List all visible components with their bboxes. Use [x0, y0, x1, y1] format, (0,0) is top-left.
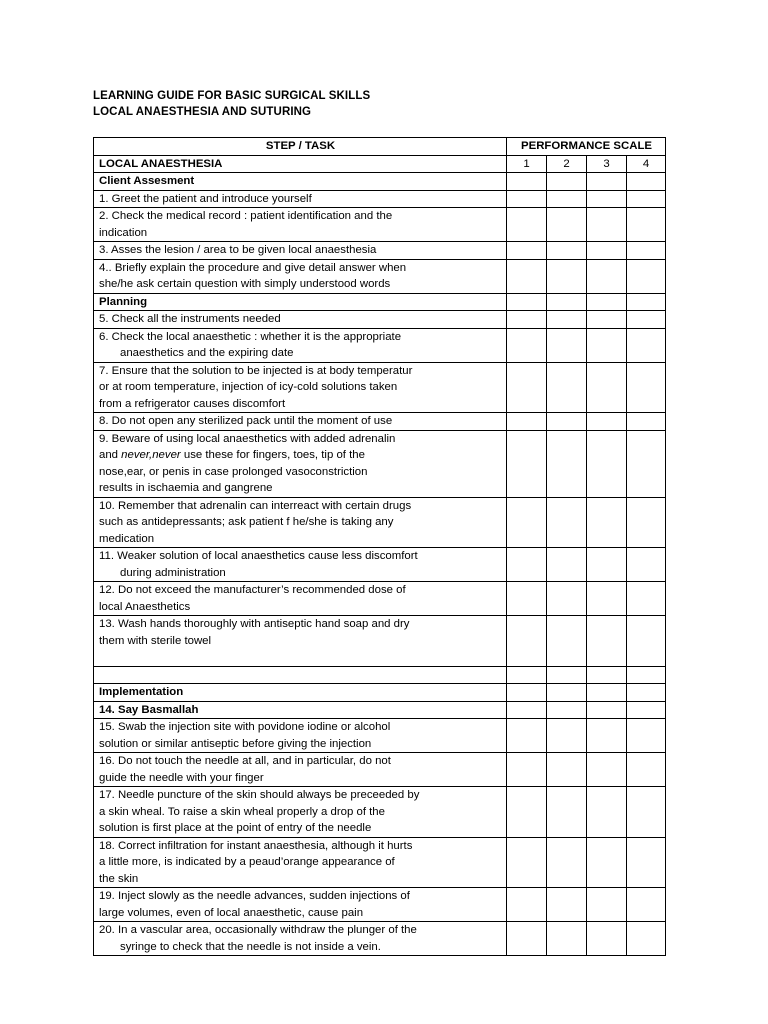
score-cell[interactable] [627, 787, 666, 838]
task-line: Planning [99, 295, 148, 308]
task-line: them with sterile towel [99, 634, 212, 647]
task-text [94, 837, 507, 888]
task-line: or at room temperature, injection of icy-cold solutions taken [99, 381, 398, 393]
score-cell[interactable] [507, 208, 547, 242]
score-cell[interactable] [547, 888, 587, 922]
score-cell[interactable] [507, 701, 547, 719]
score-cell[interactable] [627, 701, 666, 719]
task-text [94, 922, 507, 956]
score-cell[interactable] [547, 787, 587, 838]
score-cell[interactable] [627, 190, 666, 208]
score-cell[interactable] [507, 922, 547, 956]
task-text-part: use these for fingers, toes, tip of the [180, 449, 365, 461]
task-line: solution is first place at the point of entry of the needle [99, 822, 372, 834]
task-line: 1. Greet the patient and introduce yourself [99, 192, 312, 205]
task-text [94, 753, 507, 787]
score-cell[interactable] [627, 497, 666, 548]
score-cell[interactable] [587, 753, 627, 787]
score-cell[interactable] [587, 190, 627, 208]
score-cell[interactable] [627, 719, 666, 753]
score-cell[interactable] [587, 719, 627, 753]
task-row [94, 753, 666, 787]
task-text [94, 328, 507, 362]
task-line: 15. Swab the injection site with povidone iodine or alcohol [99, 721, 391, 733]
task-text [94, 616, 507, 667]
score-cell[interactable] [547, 311, 587, 329]
task-line: nose,ear, or penis in case prolonged vasoconstriction [99, 465, 368, 478]
score-cell[interactable] [547, 362, 587, 413]
score-cell[interactable] [507, 787, 547, 838]
score-cell[interactable] [587, 837, 627, 888]
section-row [94, 701, 666, 719]
task-row [94, 430, 666, 497]
score-cell[interactable] [547, 242, 587, 260]
score-cell[interactable] [547, 173, 587, 191]
score-cell[interactable] [627, 837, 666, 888]
section-heading [94, 701, 507, 719]
score-cell[interactable] [547, 837, 587, 888]
task-row [94, 837, 666, 888]
task-text [94, 362, 507, 413]
section-row [94, 684, 666, 702]
task-line: 19. Inject slowly as the needle advances, sudden injections of [99, 890, 410, 902]
task-line: results in ischaemia and gangrene [99, 482, 273, 494]
task-row [94, 208, 666, 242]
score-cell[interactable] [507, 666, 547, 684]
task-row [94, 259, 666, 293]
score-cell[interactable] [507, 582, 547, 616]
score-cell[interactable] [587, 684, 627, 702]
task-text [94, 413, 507, 431]
table-header-row [94, 138, 666, 156]
score-cell[interactable] [587, 259, 627, 293]
task-row [94, 616, 666, 667]
score-cell[interactable] [587, 173, 627, 191]
task-text [94, 259, 507, 293]
task-text [94, 719, 507, 753]
score-cell[interactable] [547, 548, 587, 582]
score-cell[interactable] [587, 787, 627, 838]
scale-value: 1 [507, 155, 547, 173]
task-text [94, 497, 507, 548]
score-cell[interactable] [587, 242, 627, 260]
score-cell[interactable] [587, 328, 627, 362]
task-row [94, 787, 666, 838]
score-cell[interactable] [507, 888, 547, 922]
score-cell[interactable] [587, 362, 627, 413]
task-line: Client Assesment [99, 175, 195, 187]
score-cell[interactable] [507, 548, 547, 582]
task-text [94, 582, 507, 616]
score-cell[interactable] [627, 328, 666, 362]
score-cell[interactable] [507, 328, 547, 362]
task-line: a little more, is indicated by a peaud’orange appearance of [99, 856, 395, 868]
task-line: 11. Weaker solution of local anaesthetics cause less discomfort [99, 550, 418, 562]
section-row [94, 293, 666, 311]
task-text [94, 666, 507, 684]
task-line: 12. Do not exceed the manufacturer’s recommended dose of [99, 584, 406, 596]
task-line: guide the needle with your finger [99, 771, 264, 784]
score-cell[interactable] [547, 666, 587, 684]
task-row [94, 719, 666, 753]
score-cell[interactable] [547, 413, 587, 431]
section-heading [94, 173, 507, 191]
score-cell[interactable] [627, 259, 666, 293]
task-line: 8. Do not open any sterilized pack until the moment of use [99, 415, 393, 427]
score-cell[interactable] [587, 311, 627, 329]
task-line: syringe to check that the needle is not inside a vein. [120, 940, 381, 953]
task-line: 10. Remember that adrenalin can interreact with certain drugs [99, 499, 412, 512]
task-text [94, 311, 507, 329]
task-row [94, 888, 666, 922]
score-cell[interactable] [627, 684, 666, 702]
score-cell[interactable] [507, 190, 547, 208]
score-cell[interactable] [547, 497, 587, 548]
task-line: 6. Check the local anaesthetic : whether it is the appropriate [99, 330, 402, 343]
score-cell[interactable] [507, 719, 547, 753]
score-cell[interactable] [547, 259, 587, 293]
blank-row [94, 666, 666, 684]
task-line: 16. Do not touch the needle at all, and in particular, do not [99, 755, 391, 767]
score-cell[interactable] [547, 719, 587, 753]
score-cell[interactable] [627, 548, 666, 582]
task-text [94, 787, 507, 838]
section-row [94, 173, 666, 191]
section-title-row [94, 155, 666, 173]
task-line: indication [99, 226, 148, 239]
score-cell[interactable] [587, 497, 627, 548]
score-cell[interactable] [627, 753, 666, 787]
score-cell[interactable] [507, 753, 547, 787]
task-line: 20. In a vascular area, occasionally withdraw the plunger of the [99, 924, 417, 936]
task-text [94, 242, 507, 260]
score-cell[interactable] [627, 582, 666, 616]
task-line [99, 447, 502, 464]
score-cell[interactable] [627, 616, 666, 667]
task-text [94, 208, 507, 242]
score-cell[interactable] [547, 293, 587, 311]
score-cell[interactable] [587, 582, 627, 616]
task-text-part: and [99, 449, 122, 461]
task-line: large volumes, even of local anaesthetic, cause pain [99, 906, 364, 919]
task-line: such as antidepressants; ask patient f he/she is taking any [99, 516, 394, 528]
task-text [94, 430, 507, 497]
scale-value: 2 [547, 155, 587, 173]
task-row [94, 311, 666, 329]
task-row [94, 922, 666, 956]
task-line: 3. Asses the lesion / area to be given local anaesthesia [99, 244, 377, 256]
task-line: Implementation [99, 686, 184, 698]
task-line: 4.. Briefly explain the procedure and give detail answer when [99, 261, 407, 274]
task-line: local Anaesthetics [99, 600, 191, 613]
task-line: 5. Check all the instruments needed [99, 313, 281, 325]
score-cell[interactable] [507, 242, 547, 260]
task-line: 7. Ensure that the solution to be injected is at body temperatur [99, 364, 413, 377]
section-title: LOCAL ANAESTHESIA [94, 155, 507, 173]
task-text [94, 190, 507, 208]
task-line: 13. Wash hands thoroughly with antiseptic hand soap and dry [99, 618, 410, 630]
task-line: anaesthetics and the expiring date [120, 347, 294, 359]
task-text [94, 888, 507, 922]
score-cell[interactable] [547, 328, 587, 362]
section-heading [94, 293, 507, 311]
task-row [94, 190, 666, 208]
task-row [94, 413, 666, 431]
score-cell[interactable] [627, 173, 666, 191]
emphasis-text: never,never [121, 449, 181, 461]
score-cell[interactable] [587, 430, 627, 497]
score-cell[interactable] [587, 701, 627, 719]
score-cell[interactable] [587, 666, 627, 684]
task-line: 18. Correct infiltration for instant anaesthesia, although it hurts [99, 839, 413, 852]
task-line: 9. Beware of using local anaesthetics with added adrenalin [99, 432, 396, 445]
task-line: solution or similar antiseptic before giving the injection [99, 737, 372, 750]
score-cell[interactable] [507, 311, 547, 329]
score-cell[interactable] [507, 173, 547, 191]
task-row [94, 242, 666, 260]
score-cell[interactable] [627, 888, 666, 922]
score-cell[interactable] [507, 362, 547, 413]
task-line: she/he ask certain question with simply understood words [99, 278, 391, 290]
score-cell[interactable] [587, 293, 627, 311]
score-cell[interactable] [587, 616, 627, 667]
score-cell[interactable] [547, 190, 587, 208]
score-cell[interactable] [587, 208, 627, 242]
task-line: during administration [120, 566, 226, 579]
score-cell[interactable] [627, 666, 666, 684]
score-cell[interactable] [507, 684, 547, 702]
task-line: the skin [99, 872, 139, 885]
score-cell[interactable] [587, 413, 627, 431]
scale-value: 4 [627, 155, 666, 173]
score-cell[interactable] [547, 753, 587, 787]
title-line-1: LEARNING GUIDE FOR BASIC SURGICAL SKILLS [93, 90, 371, 102]
task-line: from a refrigerator causes discomfort [99, 397, 286, 410]
score-cell[interactable] [627, 242, 666, 260]
score-cell[interactable] [547, 582, 587, 616]
score-cell[interactable] [547, 922, 587, 956]
learning-guide-table [93, 137, 666, 956]
section-heading [94, 684, 507, 702]
score-cell[interactable] [627, 413, 666, 431]
score-cell[interactable] [507, 259, 547, 293]
score-cell[interactable] [547, 430, 587, 497]
task-line: 2. Check the medical record : patient identification and the [99, 210, 393, 222]
task-row [94, 548, 666, 582]
score-cell[interactable] [587, 922, 627, 956]
task-row [94, 497, 666, 548]
score-cell[interactable] [507, 837, 547, 888]
score-cell[interactable] [547, 684, 587, 702]
document-title [93, 88, 370, 120]
score-cell[interactable] [507, 430, 547, 497]
score-cell[interactable] [507, 616, 547, 667]
score-cell[interactable] [627, 362, 666, 413]
score-cell[interactable] [507, 497, 547, 548]
score-cell[interactable] [627, 208, 666, 242]
task-row [94, 582, 666, 616]
score-cell[interactable] [547, 701, 587, 719]
task-row [94, 362, 666, 413]
task-text [94, 548, 507, 582]
spacer-line [99, 649, 502, 666]
title-line-2: LOCAL ANAESTHESIA AND SUTURING [93, 106, 312, 118]
scale-value: 3 [587, 155, 627, 173]
task-line: 17. Needle puncture of the skin should always be preceeded by [99, 789, 420, 801]
score-cell[interactable] [587, 888, 627, 922]
score-cell[interactable] [507, 293, 547, 311]
score-cell[interactable] [547, 616, 587, 667]
task-line: 14. Say Basmallah [99, 703, 199, 716]
header-step-task: STEP / TASK [94, 138, 507, 156]
header-performance-scale: PERFORMANCE SCALE [507, 138, 666, 156]
task-line: a skin wheal. To raise a skin wheal properly a drop of the [99, 805, 385, 818]
score-cell[interactable] [627, 430, 666, 497]
task-line: medication [99, 532, 155, 545]
score-cell[interactable] [587, 548, 627, 582]
score-cell[interactable] [547, 208, 587, 242]
score-cell[interactable] [627, 922, 666, 956]
score-cell[interactable] [507, 413, 547, 431]
score-cell[interactable] [627, 293, 666, 311]
task-row [94, 328, 666, 362]
score-cell[interactable] [627, 311, 666, 329]
